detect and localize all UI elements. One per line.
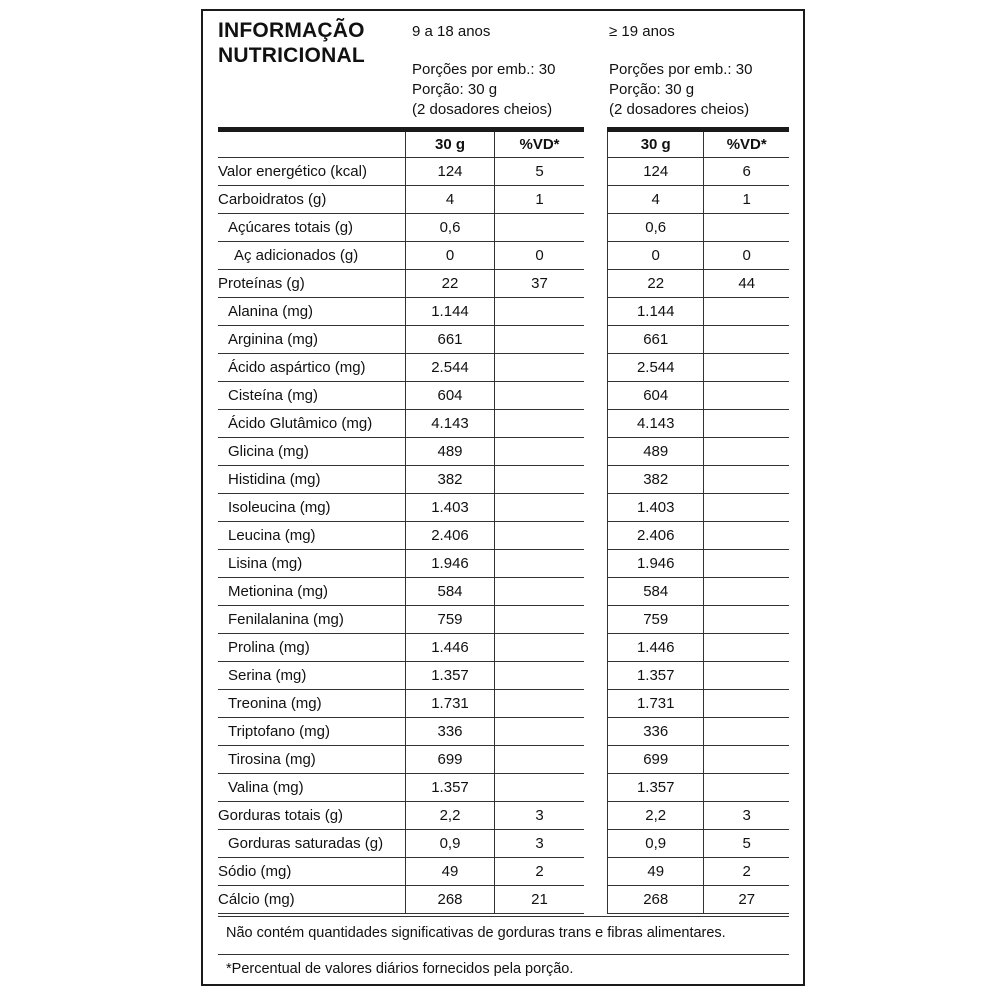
amount-value: 0,9 [608, 830, 704, 858]
group-age: ≥ 19 anos [609, 23, 675, 40]
amount-value: 2.406 [608, 522, 704, 550]
table-row [218, 522, 584, 550]
dv-value [495, 606, 585, 634]
table-row [218, 214, 584, 242]
table-row [218, 858, 584, 886]
amount-value: 1.144 [608, 298, 704, 326]
nutrient-label: Valor energético (kcal) [218, 158, 406, 186]
amount-value: 124 [406, 158, 495, 186]
nutrient-label: Tirosina (mg) [218, 746, 406, 774]
table-row [608, 270, 790, 298]
dv-value: 2 [495, 858, 585, 886]
dv-value [495, 410, 585, 438]
table-row [218, 410, 584, 438]
amount-value: 584 [608, 578, 704, 606]
dv-value [704, 494, 789, 522]
table-row [608, 438, 790, 466]
amount-value: 1.357 [406, 662, 495, 690]
table-row [218, 326, 584, 354]
nutrient-label: Cálcio (mg) [218, 886, 406, 914]
dv-value [495, 578, 585, 606]
table-row [218, 830, 584, 858]
group-scoops: (2 dosadores cheios) [412, 101, 553, 118]
dv-value [495, 718, 585, 746]
amount-value: 382 [406, 466, 495, 494]
header-amount: 30 g [608, 132, 704, 158]
nutrient-label: Metionina (mg) [218, 578, 406, 606]
dv-value: 2 [704, 858, 789, 886]
amount-value: 2,2 [608, 802, 704, 830]
table-row [608, 634, 790, 662]
dv-value [704, 690, 789, 718]
dv-value [704, 774, 789, 802]
nutrient-label: Serina (mg) [218, 662, 406, 690]
header-dv: %VD* [704, 132, 789, 158]
table-row [608, 354, 790, 382]
table-row [218, 438, 584, 466]
dv-value: 0 [495, 242, 585, 270]
dv-value [704, 466, 789, 494]
nutrient-label: Ácido aspártico (mg) [218, 354, 406, 382]
header-amount: 30 g [406, 132, 495, 158]
dv-value [704, 410, 789, 438]
nutrient-label: Isoleucina (mg) [218, 494, 406, 522]
table-row [608, 802, 790, 830]
table-row [218, 634, 584, 662]
amount-value: 699 [608, 746, 704, 774]
table-row [608, 186, 790, 214]
nutrition-table-19-plus [607, 132, 789, 914]
dv-value [495, 662, 585, 690]
amount-value: 268 [608, 886, 704, 914]
dv-value: 0 [704, 242, 789, 270]
footnote: *Percentual de valores diários fornecidos pela porção. [226, 961, 574, 977]
dv-value: 1 [495, 186, 585, 214]
table-header-row [608, 132, 790, 158]
dv-value [495, 522, 585, 550]
group-portion: Porção: 30 g [412, 81, 498, 98]
dv-value: 3 [495, 830, 585, 858]
dv-value [704, 606, 789, 634]
amount-value: 382 [608, 466, 704, 494]
nutrient-label: Lisina (mg) [218, 550, 406, 578]
dv-value [704, 326, 789, 354]
amount-value: 489 [608, 438, 704, 466]
dv-value: 6 [704, 158, 789, 186]
nutrition-table-9-18 [218, 132, 584, 914]
dv-value [704, 550, 789, 578]
title-line-2: NUTRICIONAL [218, 44, 365, 67]
group-portions: Porções por emb.: 30 [412, 61, 556, 78]
nutrient-label: Treonina (mg) [218, 690, 406, 718]
nutrient-label: Glicina (mg) [218, 438, 406, 466]
dv-value: 44 [704, 270, 789, 298]
amount-value: 0,9 [406, 830, 495, 858]
dv-value [704, 382, 789, 410]
amount-value: 0 [406, 242, 495, 270]
table-row [608, 886, 790, 914]
amount-value: 699 [406, 746, 495, 774]
dv-value: 3 [495, 802, 585, 830]
table-row [218, 354, 584, 382]
amount-value: 4 [406, 186, 495, 214]
table-row [218, 186, 584, 214]
amount-value: 1.731 [608, 690, 704, 718]
table-row [608, 606, 790, 634]
nutrient-label: Aç adicionados (g) [218, 242, 406, 270]
table-row [608, 522, 790, 550]
nutrient-label: Alanina (mg) [218, 298, 406, 326]
table-row [218, 718, 584, 746]
nutrient-label: Gorduras saturadas (g) [218, 830, 406, 858]
amount-value: 2.544 [406, 354, 495, 382]
footer-note: Não contém quantidades significativas de gorduras trans e fibras alimentares. [218, 916, 789, 955]
amount-value: 661 [608, 326, 704, 354]
amount-value: 1.446 [406, 634, 495, 662]
group-header-19-plus [609, 22, 752, 120]
amount-value: 489 [406, 438, 495, 466]
nutrient-label: Gorduras totais (g) [218, 802, 406, 830]
amount-value: 1.357 [608, 662, 704, 690]
amount-value: 49 [406, 858, 495, 886]
nutrient-label: Triptofano (mg) [218, 718, 406, 746]
table-row [608, 382, 790, 410]
header-dv: %VD* [495, 132, 585, 158]
dv-value [704, 522, 789, 550]
table-row [218, 382, 584, 410]
dv-value [495, 354, 585, 382]
table-row [608, 830, 790, 858]
table-row [218, 270, 584, 298]
table-row [218, 494, 584, 522]
dv-value [704, 298, 789, 326]
amount-value: 2.406 [406, 522, 495, 550]
amount-value: 759 [608, 606, 704, 634]
amount-value: 1.731 [406, 690, 495, 718]
group-header-9-18 [412, 22, 555, 120]
table-row [218, 690, 584, 718]
table-row [608, 410, 790, 438]
dv-value [704, 634, 789, 662]
amount-value: 604 [406, 382, 495, 410]
amount-value: 336 [608, 718, 704, 746]
group-portion: Porção: 30 g [609, 81, 695, 98]
dv-value: 5 [495, 158, 585, 186]
table-row [608, 718, 790, 746]
group-scoops: (2 dosadores cheios) [609, 101, 750, 118]
table-row [608, 550, 790, 578]
table-row [608, 158, 790, 186]
table-row [218, 606, 584, 634]
dv-value [704, 214, 789, 242]
amount-value: 4.143 [406, 410, 495, 438]
table-row [608, 242, 790, 270]
table-row [608, 466, 790, 494]
amount-value: 2.544 [608, 354, 704, 382]
nutrient-label: Histidina (mg) [218, 466, 406, 494]
dv-value [704, 354, 789, 382]
nutrient-label: Arginina (mg) [218, 326, 406, 354]
nutrient-label: Valina (mg) [218, 774, 406, 802]
nutrient-label: Fenilalanina (mg) [218, 606, 406, 634]
table-row [218, 578, 584, 606]
table-row [608, 298, 790, 326]
table-row [218, 158, 584, 186]
page-title [218, 18, 365, 68]
header-blank [218, 132, 406, 158]
nutrient-label: Ácido Glutâmico (mg) [218, 410, 406, 438]
nutrient-label: Leucina (mg) [218, 522, 406, 550]
dv-value [704, 718, 789, 746]
table-row [218, 774, 584, 802]
dv-value [495, 774, 585, 802]
table-row [608, 690, 790, 718]
dv-value: 5 [704, 830, 789, 858]
amount-value: 4.143 [608, 410, 704, 438]
nutrient-label: Açúcares totais (g) [218, 214, 406, 242]
group-age: 9 a 18 anos [412, 23, 491, 40]
nutrient-label: Prolina (mg) [218, 634, 406, 662]
amount-value: 1.403 [406, 494, 495, 522]
dv-value [495, 746, 585, 774]
table-row [218, 746, 584, 774]
dv-value: 27 [704, 886, 789, 914]
group-portions: Porções por emb.: 30 [609, 61, 753, 78]
table-row [218, 550, 584, 578]
table-row [218, 466, 584, 494]
dv-value [495, 214, 585, 242]
table-header-row [218, 132, 584, 158]
dv-value [704, 438, 789, 466]
amount-value: 2,2 [406, 802, 495, 830]
dv-value: 21 [495, 886, 585, 914]
amount-value: 0,6 [608, 214, 704, 242]
amount-value: 0 [608, 242, 704, 270]
dv-value [704, 662, 789, 690]
dv-value [495, 550, 585, 578]
dv-value: 3 [704, 802, 789, 830]
amount-value: 268 [406, 886, 495, 914]
amount-value: 49 [608, 858, 704, 886]
dv-value [495, 634, 585, 662]
dv-value [495, 466, 585, 494]
table-row [218, 242, 584, 270]
nutrient-label: Sódio (mg) [218, 858, 406, 886]
table-row [608, 214, 790, 242]
dv-value [495, 494, 585, 522]
table-row [608, 858, 790, 886]
table-row [608, 494, 790, 522]
amount-value: 1.357 [406, 774, 495, 802]
nutrient-label: Proteínas (g) [218, 270, 406, 298]
dv-value [495, 438, 585, 466]
dv-value: 1 [704, 186, 789, 214]
table-row [218, 802, 584, 830]
dv-value [495, 326, 585, 354]
amount-value: 1.403 [608, 494, 704, 522]
table-row [608, 746, 790, 774]
amount-value: 336 [406, 718, 495, 746]
title-line-1: INFORMAÇÃO [218, 19, 365, 42]
dv-value: 37 [495, 270, 585, 298]
amount-value: 0,6 [406, 214, 495, 242]
amount-value: 4 [608, 186, 704, 214]
table-row [608, 326, 790, 354]
dv-value [495, 382, 585, 410]
table-row [218, 298, 584, 326]
amount-value: 1.946 [608, 550, 704, 578]
amount-value: 661 [406, 326, 495, 354]
table-row [218, 662, 584, 690]
dv-value [495, 690, 585, 718]
amount-value: 22 [608, 270, 704, 298]
table-row [608, 578, 790, 606]
amount-value: 604 [608, 382, 704, 410]
amount-value: 1.446 [608, 634, 704, 662]
nutrient-label: Cisteína (mg) [218, 382, 406, 410]
table-row [608, 662, 790, 690]
dv-value [495, 298, 585, 326]
dv-value [704, 578, 789, 606]
amount-value: 22 [406, 270, 495, 298]
table-row [608, 774, 790, 802]
amount-value: 1.357 [608, 774, 704, 802]
amount-value: 124 [608, 158, 704, 186]
amount-value: 759 [406, 606, 495, 634]
amount-value: 584 [406, 578, 495, 606]
amount-value: 1.946 [406, 550, 495, 578]
table-row [218, 886, 584, 914]
amount-value: 1.144 [406, 298, 495, 326]
dv-value [704, 746, 789, 774]
nutrient-label: Carboidratos (g) [218, 186, 406, 214]
